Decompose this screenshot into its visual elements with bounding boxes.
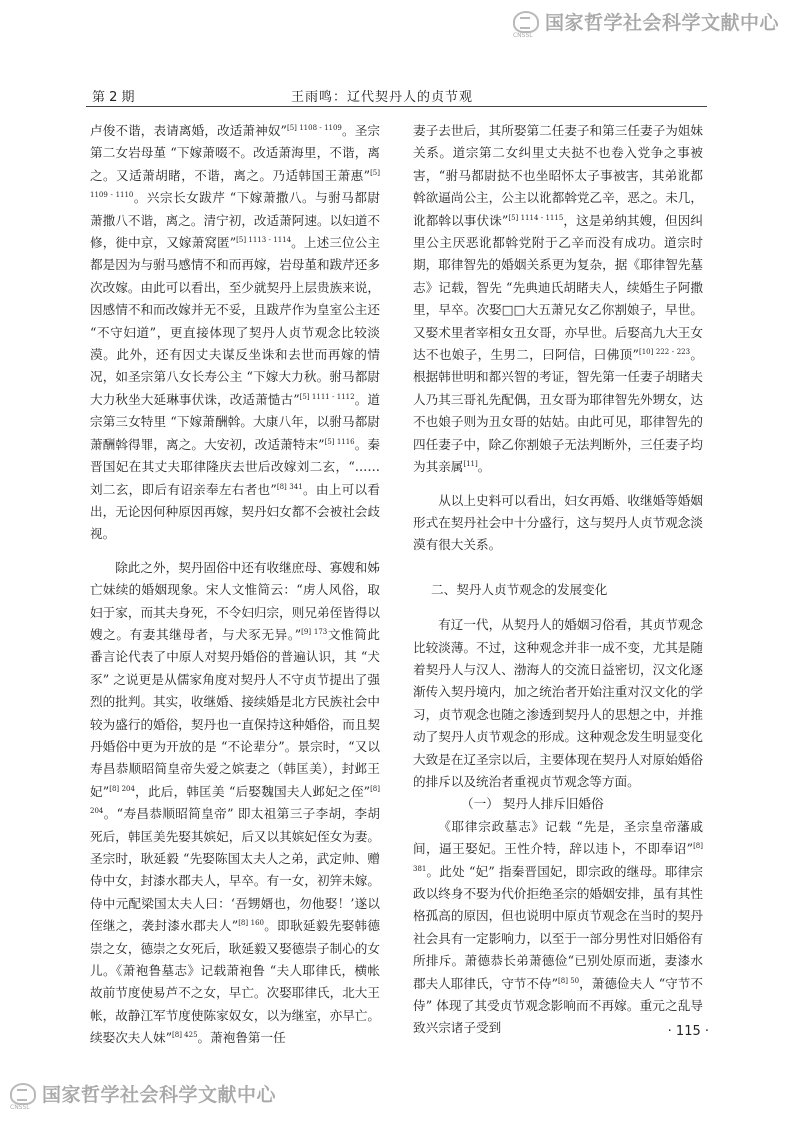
citation: [8] 204 [109, 784, 135, 793]
paragraph [413, 816, 703, 1040]
citation: [8] 425 [172, 1031, 198, 1040]
left-column [90, 120, 380, 1050]
text-run: 。上述三位公主都是因为与驸马感情不和而再嫁，岩母堇和跋芹还多次改嫁。由此可以看出，至少就契丹上层贵族来说，因感情不和而改嫁并无不妥，且跋芹作为皇室公主还 “不守妇道”，更直接体现了契丹人贞节观念比较淡漠。此外，还有因丈夫谋反坐诛和去世而再嫁的情况，如圣宗第八女长寿公主 “下嫁大力秋。驸马都尉大力秋坐大延琳事伏诛，改适萧慥古” [90, 235, 380, 407]
citation: [8] 381 [413, 842, 703, 873]
text-run: 。即耿延毅先娶韩德崇之女，德崇之女死后，耿延毅又娶德崇子制心的女儿。《萧袍鲁墓志》记载萧袍鲁 “夫人耶律氏，横帐故前节度使易芦不之女，早亡。次娶耶律氏，北大王帐，故静江军节度使陈家奴女，以为继室，亦早亡。续娶次夫人妹” [90, 918, 380, 1046]
paragraph: 从以上史料可以看出，妇女再婚、收继婚等婚姻形式在契丹社会中十分盛行，这与契丹人贞节观念淡漠有很大关系。 [413, 492, 703, 553]
journal-issue: 第 2 期 [92, 90, 135, 105]
citation: [8] 341 [276, 482, 303, 491]
citation: [10] 222 - 223 [638, 348, 691, 357]
watermark-bottom [10, 1080, 277, 1111]
citation: [5] 1109 - 1110 [90, 168, 380, 200]
citation: [5] 1113 - 1114 [236, 236, 292, 245]
citation: [8] 50 [558, 976, 580, 985]
citation: [9] 173 [301, 627, 328, 636]
cnss-logo-icon [513, 11, 539, 33]
text-run: 。秦晋国妃在其丈夫耶律隆庆去世后改嫁刘二玄，“……刘二玄，即后有诏亲奉左右者也” [90, 436, 380, 497]
text-run: 卢俊不谐，表请离婚，改适萧神奴” [90, 123, 287, 138]
citation: [5] 1114 - 1115 [508, 213, 564, 222]
text-run: 《耶律宗政墓志》记载 “先是，圣宗皇帝藩戚间，逼王娶妃。王性介特，辞以违卜，不即奉诏” [413, 818, 703, 857]
text-run: 。由上可以看出，无论因何种原因再嫁，契丹妇女都不会被社会歧视。 [90, 481, 380, 542]
running-header [86, 84, 707, 107]
paragraph [90, 120, 380, 546]
text-run: 文惟简此番言论代表了中原人对契丹婚俗的普遍认识，其 “犬豕” 之说更是从儒家角度对契丹人不守贞节提出了强烈的批判。其实，收继婚、接续婚是北方民族社会中较为盛行的婚俗，契丹也一直保持这种婚俗，而且契丹婚俗中更为开放的是 “不论辈分”。景宗时，“又以寿昌恭顺昭简皇帝失爱之嫔妻之（韩匡美），封邺王妃” [90, 626, 380, 799]
cnss-logo-icon [10, 1083, 36, 1105]
watermark-logo-label: CNSSL [10, 1104, 30, 1111]
citation: [5] 1111 - 1112 [299, 392, 355, 401]
text-run: 。萧袍鲁第一任 [197, 1030, 286, 1046]
watermark-text: 国家哲学社会科学文献中心 [42, 1084, 277, 1106]
watermark-text: 国家哲学社会科学文献中心 [544, 12, 779, 34]
page-number: · 115 · [667, 1024, 709, 1039]
text-run: 。 [477, 459, 491, 475]
subsection-heading: （一） 契丹人排斥旧婚俗 [461, 796, 604, 812]
watermark-logo-label: CNSSL [512, 32, 533, 39]
citation: [5] 1108 - 1109 [286, 124, 342, 132]
paragraph: 有辽一代，从契丹人的婚姻习俗看，其贞节观念比较淡薄。不过，这种观念并非一成不变，尤其是随着契丹人与汉人、渤海人的交流日益密切，汉文化逐渐传入契丹境内，加之统治者开始注重对汉文化的学习，贞节观念也随之渗透到契丹人的思想之中，并推动了契丹人贞节观念的形成。这种观念发生明显变化大致是在辽圣宗以后，主要体现在契丹人对原始婚俗的排斥以及统治者重视贞节观念等方面。 [413, 617, 703, 789]
text-run: ，萧德俭夫人 “守节不侍” 体现了其受贞节观念影响而不再嫁。重元之乱导致兴宗诸子受到 [413, 975, 703, 1036]
text-run: ，此后，韩匡美 “后娶魏国夫人邺妃之侄” [134, 783, 371, 799]
section-heading: 二、契丹人贞节观念的发展变化 [431, 581, 608, 597]
text-run: ，这是弟纳其嫂，但因纠里公主厌恶讹都斡党附于乙辛而没有成功。道宗时期，耶律智先的婚姻关系更为复杂，据《耶律智先墓志》记载，智先 “先典迪氏胡睹夫人，续婚生子阿撒里，早卒。次娶□□大五萧兄女乙你割娘子，早世。又娶术里者宰相女丑女哥，亦早世。后娶高九大王女达不也娘子，生男二，曰阿信，曰佛顶” [413, 212, 703, 363]
text-run: 。兴宗长女跋芹 “下嫁萧撒八。与驸马都尉萧撒八不谐，离之。清宁初，改适萧阿速。以妇道不修，徙中京，又嫁萧窝匿” [90, 190, 380, 251]
citation: [11] [463, 460, 478, 469]
text-run: 。根据韩世明和都兴智的考证，智先第一任妻子胡睹夫人乃其三哥礼先配偶，丑女哥为耶律智先外甥女，达不也娘子则为丑女哥的姑姑。由此可见，耶律智先的四任妻子中，除乙你割娘子无法判断外，三任妻子均为其亲属 [413, 347, 703, 475]
text-run: 。道宗第三女特里 “下嫁萧酬斡。大康八年，以驸马都尉萧酬斡得罪，离之。大安初，改适萧特末” [90, 391, 380, 452]
watermark-top [512, 8, 779, 39]
citation: [8] 204 [90, 784, 380, 816]
text-run: 妻子去世后，其所娶第二任妻子和第三任妻子为姐妹关系。道宗第二女纠里丈夫挞不也卷入党争之事被害，“驸马都尉挞不也坐昭怀太子事被害，其弟讹都斡欲逼尚公主，公主以讹都斡党乙辛，恶之。未几，讹都斡以事伏诛” [413, 123, 703, 228]
paragraph [90, 557, 380, 1050]
running-title: 王雨鸣：辽代契丹人的贞节观 [291, 90, 474, 105]
citation: [5] 1116 [324, 437, 355, 446]
right-column [413, 120, 703, 1040]
paragraph [413, 120, 703, 479]
text-run: 。此处 “妃” 指秦晋国妃，即宗政的继母。耶律宗政以终身不娶为代价拒绝圣宗的婚姻安排，虽有其性格孤高的原因，但也说明中原贞节观念在当时的契丹社会具有一定影响力，以至于一部分男性对旧婚俗有所排斥。萧德恭长弟萧德俭“已别处原而逝，妻漆水郡夫人耶律氏，守节不侍” [413, 863, 703, 991]
text-run: 。圣宗第二女岩母堇 “下嫁萧啜不。改适萧海里，不谐，离之。又适萧胡睹，不谐，离之。乃适韩国王萧惠” [90, 123, 380, 183]
text-run: 。“寿昌恭顺昭简皇帝” 即太祖第三子李胡，李胡死后，韩匡美先娶其嫔妃，后又以其嫔妃侄女为妻。圣宗时，耿延毅 “先娶陈国太夫人之弟，武定帅、赠侍中女，封漆水郡夫人，早卒。有一女，初笄未嫁。侍中元配梁国太夫人曰：‘吾甥婿也，勿他娶！’遂以侄继之，袭封漆水郡夫人” [90, 806, 380, 934]
citation: [8] 160 [238, 919, 264, 928]
text-run: 除此之外，契丹固俗中还有收继庶母、寡嫂和姊亡妹续的婚姻现象。宋人文惟简云：“虏人风俗，取妇于家，而其夫身死，不令妇归宗，则兄弟侄皆得以嫂之。有妻其继母者，与犬豕无异。” [90, 559, 380, 642]
